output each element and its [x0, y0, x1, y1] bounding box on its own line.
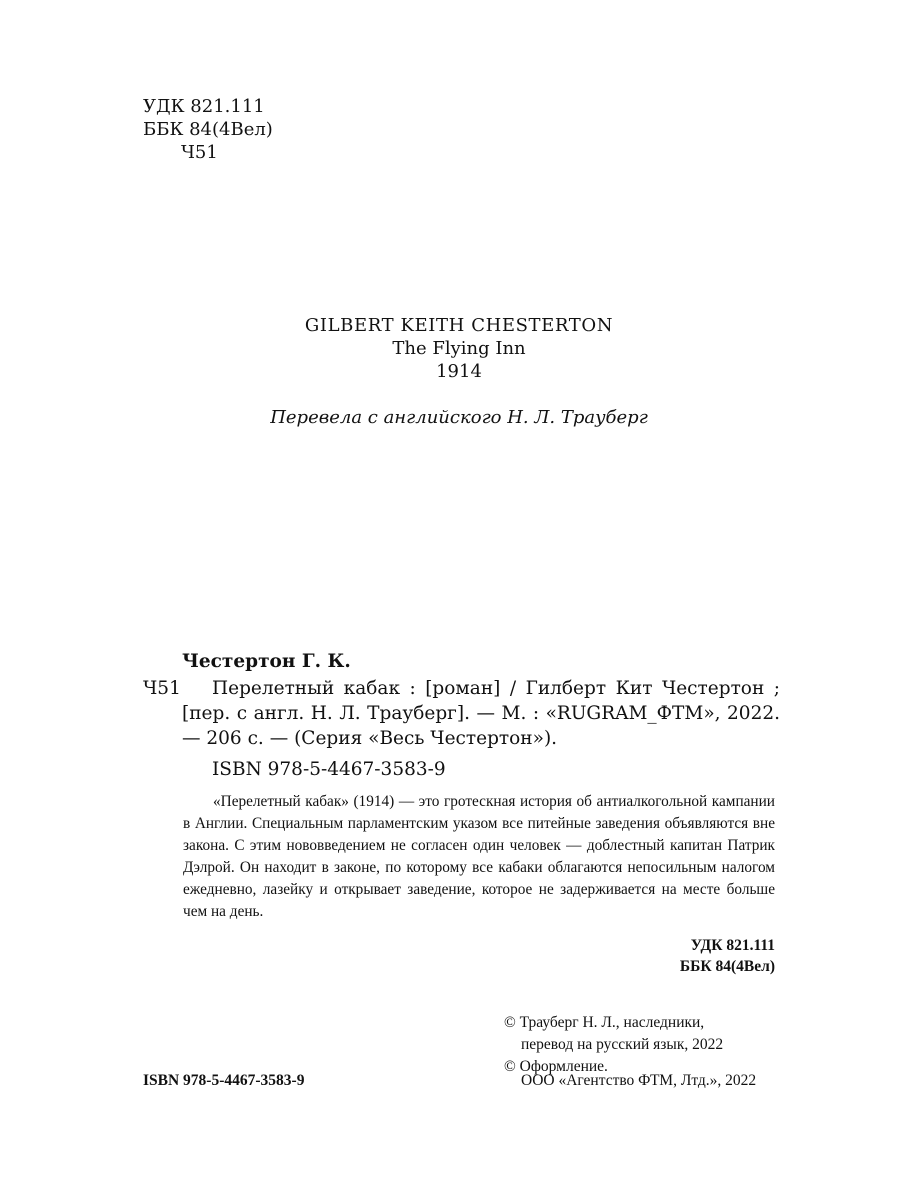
original-author: GILBERT KEITH CHESTERTON: [304, 315, 614, 336]
bib-author-mark: Ч51: [143, 678, 181, 699]
udk-bottom: УДК 821.111: [690, 937, 775, 954]
bbk-bottom: ББК 84(4Вел): [679, 958, 775, 975]
isbn-bottom: ISBN 978-5-4467-3583-9: [143, 1072, 305, 1089]
copyright-line-4: ООО «Агентство ФТМ, Лтд.», 2022: [521, 1072, 757, 1089]
bib-isbn: ISBN 978-5-4467-3583-9: [212, 759, 446, 780]
abstract-text: «Перелетный кабак» (1914) — это гротескная история об антиалкогольной кампании в Англии. Специальным парламентским указом все питейные заведения объявляются вне закона. С этим нововведением не согласен один человек — доблестный капитан Патрик Дэлрой. Он находит в законе, по которому все кабаки облагаются непосильным налогом ежедневно, лазейку и открывает заведение, которое не задерживается на месте больше чем на день.: [183, 793, 775, 920]
original-title: The Flying Inn: [392, 338, 526, 359]
bib-description: [182, 676, 780, 751]
copyright-line-3: © Оформление.: [504, 1058, 608, 1075]
abstract: [183, 791, 775, 923]
bib-heading: Честертон Г. К.: [182, 651, 351, 672]
copyright-line-2: перевод на русский язык, 2022: [521, 1036, 724, 1053]
copyright-line-1: © Трауберг Н. Л., наследники,: [504, 1014, 705, 1031]
bbk-top: ББК 84(4Вел): [143, 119, 273, 140]
udk-top: УДК 821.111: [143, 96, 265, 117]
bib-description-text: Перелетный кабак : [роман] / Гилберт Кит Честертон ; [пер. с англ. Н. Л. Трауберг]. — М. : «RUGRAM_ФТМ», 2022. — 206 с. — (Серия «Весь Честертон»).: [182, 678, 780, 749]
translator-line: Перевела с английского Н. Л. Трауберг: [270, 407, 648, 428]
author-mark-top: Ч51: [181, 142, 218, 163]
original-year: 1914: [436, 361, 482, 382]
